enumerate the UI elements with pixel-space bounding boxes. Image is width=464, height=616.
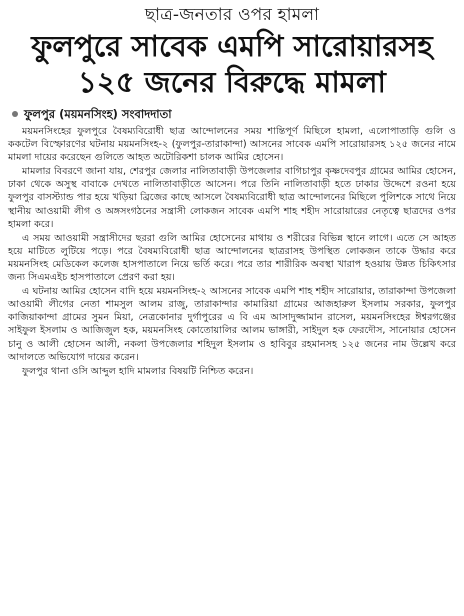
paragraph: এ ঘটনায় আমির হোসেন বাদি হয়ে ময়মনসিংহ-২ আসনের সাবেক এমপি শাহ শহীদ সারোয়ার, তারাকান্দা উপজেলা আওয়ামী লীগের নেতা শামসুল আলম রাজু, তারাকান্দার কামারিয়া গ্রামের আজহারুল ইসলাম সরকার, ফুলপুর কাজিয়াকান্দা গ্রামের সুমন মিয়া, নেত্রকোনার দুর্গাপুরের এ বি এম আসাদুজ্জামান রাসেল, ময়মনসিংহের ঈশ্বরগঞ্জের সাইফুল ইসলাম ও আজিজুল হক, ময়মনসিংহ কোতোয়ালির আলম ভাঙ্গারী, সাইদুল হক ফেরদৌস, সানোয়ার হোসেন চানু ও আলী হোসেন আলী, নকলা উপজেলার শহিদুল ইসলাম ও হাবিবুর রহমানসহ ১২৫ জনের নাম উল্লেখ করে আদালতে অভিযোগ দায়ের করেন।: [8, 286, 456, 363]
headline: [8, 28, 456, 100]
paragraph: মামলার বিবরণে জানা যায়, শেরপুর জেলার নালিতাবাড়ী উপজেলার বাগিচাপুর কৃষ্ণদেবপুর গ্রামের আমির হোসেন, ঢাকা থেকে অসুস্থ বাবাকে দেখতে নালিতাবাড়ীতে আসেন। পরে তিনি নালিতাবাড়ী হতে ঢাকার উদ্দেশে রওনা হয়ে ফুলপুর বাসস্ট্যান্ড পার হয়ে খড়িয়া ব্রিজের কাছে আসলে বৈষম্যবিরোধী ছাত্র আন্দোলনের মিছিলে পুলিশকে সাথে নিয়ে স্থানীয় আওয়ামী লীগ ও অঙ্গসংগঠনের সন্ত্রাসী লোকজন সাবেক এমপি শাহ শহীদ সারোয়ারের নেতৃত্বে ছাত্রদের ওপর হামলা করে।: [8, 166, 456, 230]
article-body: [8, 125, 456, 378]
headline-line-1: ফুলপুরে সাবেক এমপি সারোয়ারসহ: [31, 29, 433, 63]
headline-line-2: ১২৫ জনের বিরুদ্ধে মামলা: [78, 65, 386, 99]
kicker: ছাত্র-জনতার ওপর হামলা: [144, 5, 320, 25]
paragraph: ময়মনসিংহের ফুলপুরে বৈষম্যবিরোধী ছাত্র আন্দোলনের সময় শান্তিপূর্ণ মিছিলে হামলা, এলোপাতাড়ি গুলি ও ককটেল বিস্ফোরণের ঘটনায় ময়মনসিংহ-২ (ফুলপুর-তারাকান্দা) আসনের সাবেক এমপি সারোয়ারসহ ১২৫ জনের নামে মামলা দায়ের করেছেন গুলিতে আহত অটোরিকশা চালক আমির হোসেন।: [8, 126, 456, 164]
bullet-icon: [12, 111, 18, 117]
paragraph: ফুলপুর থানা ওসি আব্দুল হাদি মামলার বিষয়টি নিশ্চিত করেন।: [22, 365, 254, 377]
paragraph: এ সময় আওয়ামী সন্ত্রাসীদের ছররা গুলি আমির হোসেনের মাথায় ও শরীরের বিভিন্ন স্থানে লাগে। এতে সে আহত হয়ে মাটিতে লুটিয়ে পড়ে। পরে বৈষম্যবিরোধী ছাত্র আন্দোলনের ছাত্ররাসহ উপস্থিত লোকজন তাকে উদ্ধার করে ময়মনসিংহ মেডিকেল কলেজ হাসপাতালে নিয়ে ভর্তি করে। পরে তার শারীরিক অবস্থা খারাপ হওয়ায় উন্নত চিকিৎসার জন্য সিএমএইচ হাসপাতালে প্রেরণ করা হয়।: [8, 232, 456, 284]
byline-text: ফুলপুর (ময়মনসিংহ) সংবাদদাতা: [24, 107, 172, 121]
byline: [12, 106, 456, 122]
